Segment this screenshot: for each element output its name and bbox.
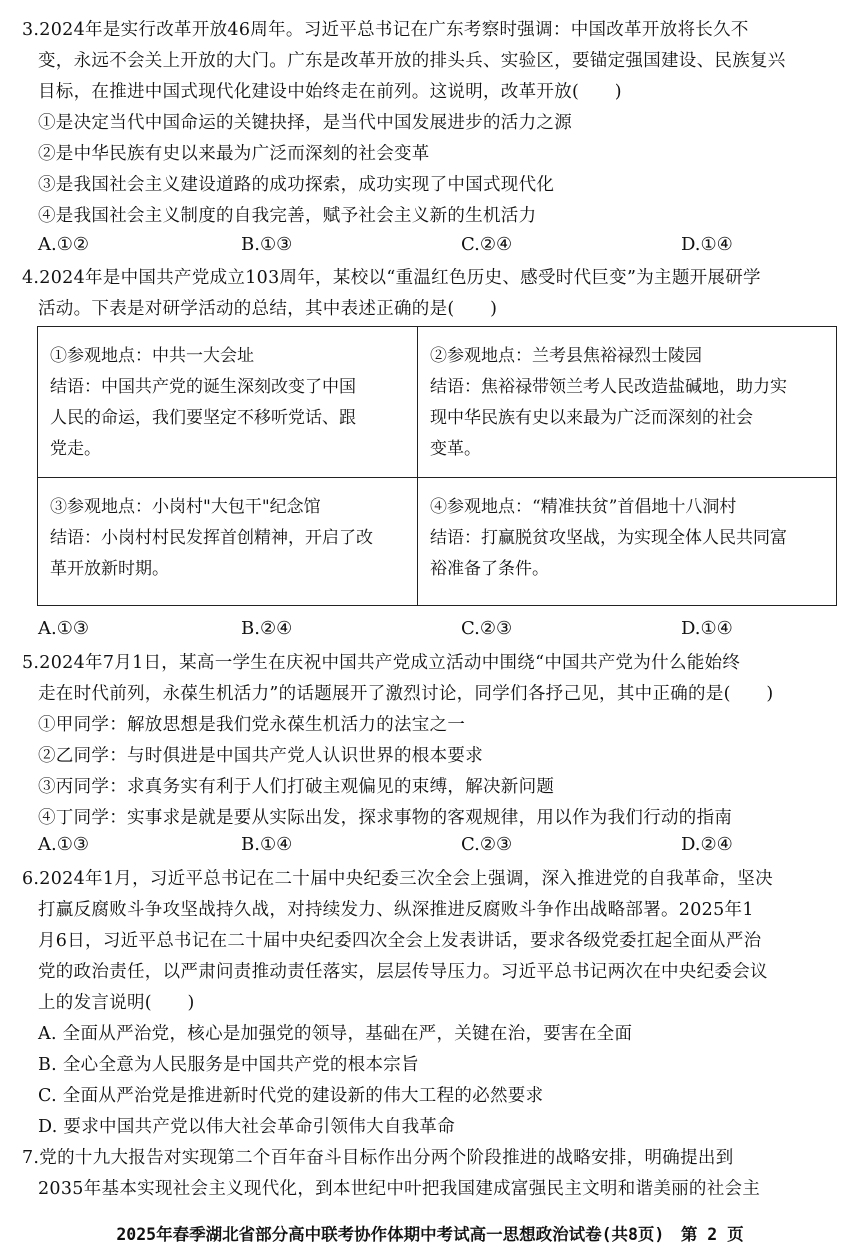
cell-text: 变革。 <box>430 439 481 459</box>
q5-choice: ①甲同学：解放思想是我们党永葆生机活力的法宝之一 <box>38 715 466 735</box>
table-cell <box>418 478 836 604</box>
cell-text: 人民的命运，我们要坚定不移听党话、跟 <box>50 408 356 428</box>
cell-text: 结语：中国共产党的诞生深刻改变了中国 <box>50 377 356 397</box>
q6-option-c: C. 全面从严治党是推进新时代党的建设新的伟大工程的必然要求 <box>38 1086 544 1106</box>
table-cell <box>418 327 836 477</box>
q5-choice: ④丁同学：实事求是就是要从实际出发，探求事物的客观规律，用以作为我们行动的指南 <box>38 808 733 828</box>
cell-text: ④参观地点：“精准扶贫”首倡地十八洞村 <box>430 497 737 517</box>
cell-text: 党走。 <box>50 439 101 459</box>
cell-text: ③参观地点：小岗村"大包干"纪念馆 <box>50 497 321 517</box>
q6-line: 党的政治责任，以严肃问责推动责任落实，层层传导压力。习近平总书记两次在中央纪委会议 <box>38 962 768 982</box>
q6-option-b: B. 全心全意为人民服务是中国共产党的根本宗旨 <box>38 1055 419 1075</box>
q4-options <box>38 614 838 644</box>
option-d: D.①④ <box>681 234 733 255</box>
option-a: A.①③ <box>38 834 89 855</box>
q3-choice: ④是我国社会主义制度的自我完善，赋予社会主义新的生机活力 <box>38 206 537 226</box>
summary-table <box>37 326 837 606</box>
option-d: D.①④ <box>681 618 733 639</box>
option-c: C.②③ <box>461 834 513 855</box>
option-a: A.①② <box>38 234 89 255</box>
cell-text: 结语：焦裕禄带领兰考人民改造盐碱地，助力实 <box>430 377 787 397</box>
page-footer: 2025年春季湖北省部分高中联考协作体期中考试高一思想政治试卷(共8页) 第 2 页 <box>116 1225 744 1244</box>
q5-line: 走在时代前列，永葆生机活力”的话题展开了激烈讨论，同学们各抒己见，其中正确的是( ) <box>38 684 774 704</box>
q6-line: 6.2024年1月，习近平总书记在二十届中央纪委三次全会上强调，深入推进党的自我革命，坚决 <box>22 869 773 889</box>
option-b: B.①④ <box>241 834 293 855</box>
cell-text: ①参观地点：中共一大会址 <box>50 346 254 366</box>
option-c: C.②③ <box>461 618 513 639</box>
cell-text: 裕准备了条件。 <box>430 559 549 579</box>
q3-choice: ②是中华民族有史以来最为广泛而深刻的社会变革 <box>38 144 430 164</box>
q5-line: 5.2024年7月1日，某高一学生在庆祝中国共产党成立活动中围绕“中国共产党为什么能始终 <box>22 653 741 673</box>
table-cell <box>38 478 417 604</box>
q3-choice: ①是决定当代中国命运的关键抉择，是当代中国发展进步的活力之源 <box>38 113 572 133</box>
q6-option-d: D. 要求中国共产党以伟大社会革命引领伟大自我革命 <box>38 1117 456 1137</box>
q5-options <box>38 830 838 860</box>
cell-text: 现中华民族有史以来最为广泛而深刻的社会 <box>430 408 753 428</box>
cell-text: ②参观地点：兰考县焦裕禄烈士陵园 <box>430 346 702 366</box>
q3-line: 3.2024年是实行改革开放46周年。习近平总书记在广东考察时强调：中国改革开放将长久不 <box>22 20 749 40</box>
option-b: B.①③ <box>241 234 293 255</box>
q3-options <box>38 230 838 260</box>
option-a: A.①③ <box>38 618 89 639</box>
q6-line: 月6日，习近平总书记在二十届中央纪委四次全会上发表讲话，要求各级党委扛起全面从严治 <box>38 931 762 951</box>
q3-line: 目标，在推进中国式现代化建设中始终走在前列。这说明，改革开放( ) <box>38 82 622 102</box>
q5-choice: ③丙同学：求真务实有利于人们打破主观偏见的束缚，解决新问题 <box>38 777 555 797</box>
q3-line: 变，永远不会关上开放的大门。广东是改革开放的排头兵、实验区，要锚定强国建设、民族复兴 <box>38 51 786 71</box>
option-d: D.②④ <box>681 834 733 855</box>
q7-line: 2035年基本实现社会主义现代化，到本世纪中叶把我国建成富强民主文明和谐美丽的社会主 <box>38 1179 761 1199</box>
q6-line: 上的发言说明( ) <box>38 993 195 1013</box>
q4-line: 4.2024年是中国共产党成立103周年，某校以“重温红色历史、感受时代巨变”为主题开展研学 <box>22 268 761 288</box>
option-b: B.②④ <box>241 618 293 639</box>
option-c: C.②④ <box>461 234 513 255</box>
table-cell <box>38 327 417 477</box>
q7-line: 7.党的十九大报告对实现第二个百年奋斗目标作出分两个阶段推进的战略安排，明确提出到 <box>22 1148 734 1168</box>
q6-option-a: A. 全面从严治党，核心是加强党的领导，基础在严，关键在治，要害在全面 <box>38 1024 633 1044</box>
q6-line: 打赢反腐败斗争攻坚战持久战，对持续发力、纵深推进反腐败斗争作出战略部署。2025年1 <box>38 900 754 920</box>
q3-choice: ③是我国社会主义建设道路的成功探索，成功实现了中国式现代化 <box>38 175 555 195</box>
q5-choice: ②乙同学：与时俱进是中国共产党人认识世界的根本要求 <box>38 746 483 766</box>
cell-text: 革开放新时期。 <box>50 559 169 579</box>
cell-text: 结语：小岗村村民发挥首创精神，开启了改 <box>50 528 373 548</box>
cell-text: 结语：打赢脱贫攻坚战，为实现全体人民共同富 <box>430 528 787 548</box>
q4-line: 活动。下表是对研学活动的总结，其中表述正确的是( ) <box>38 299 498 319</box>
